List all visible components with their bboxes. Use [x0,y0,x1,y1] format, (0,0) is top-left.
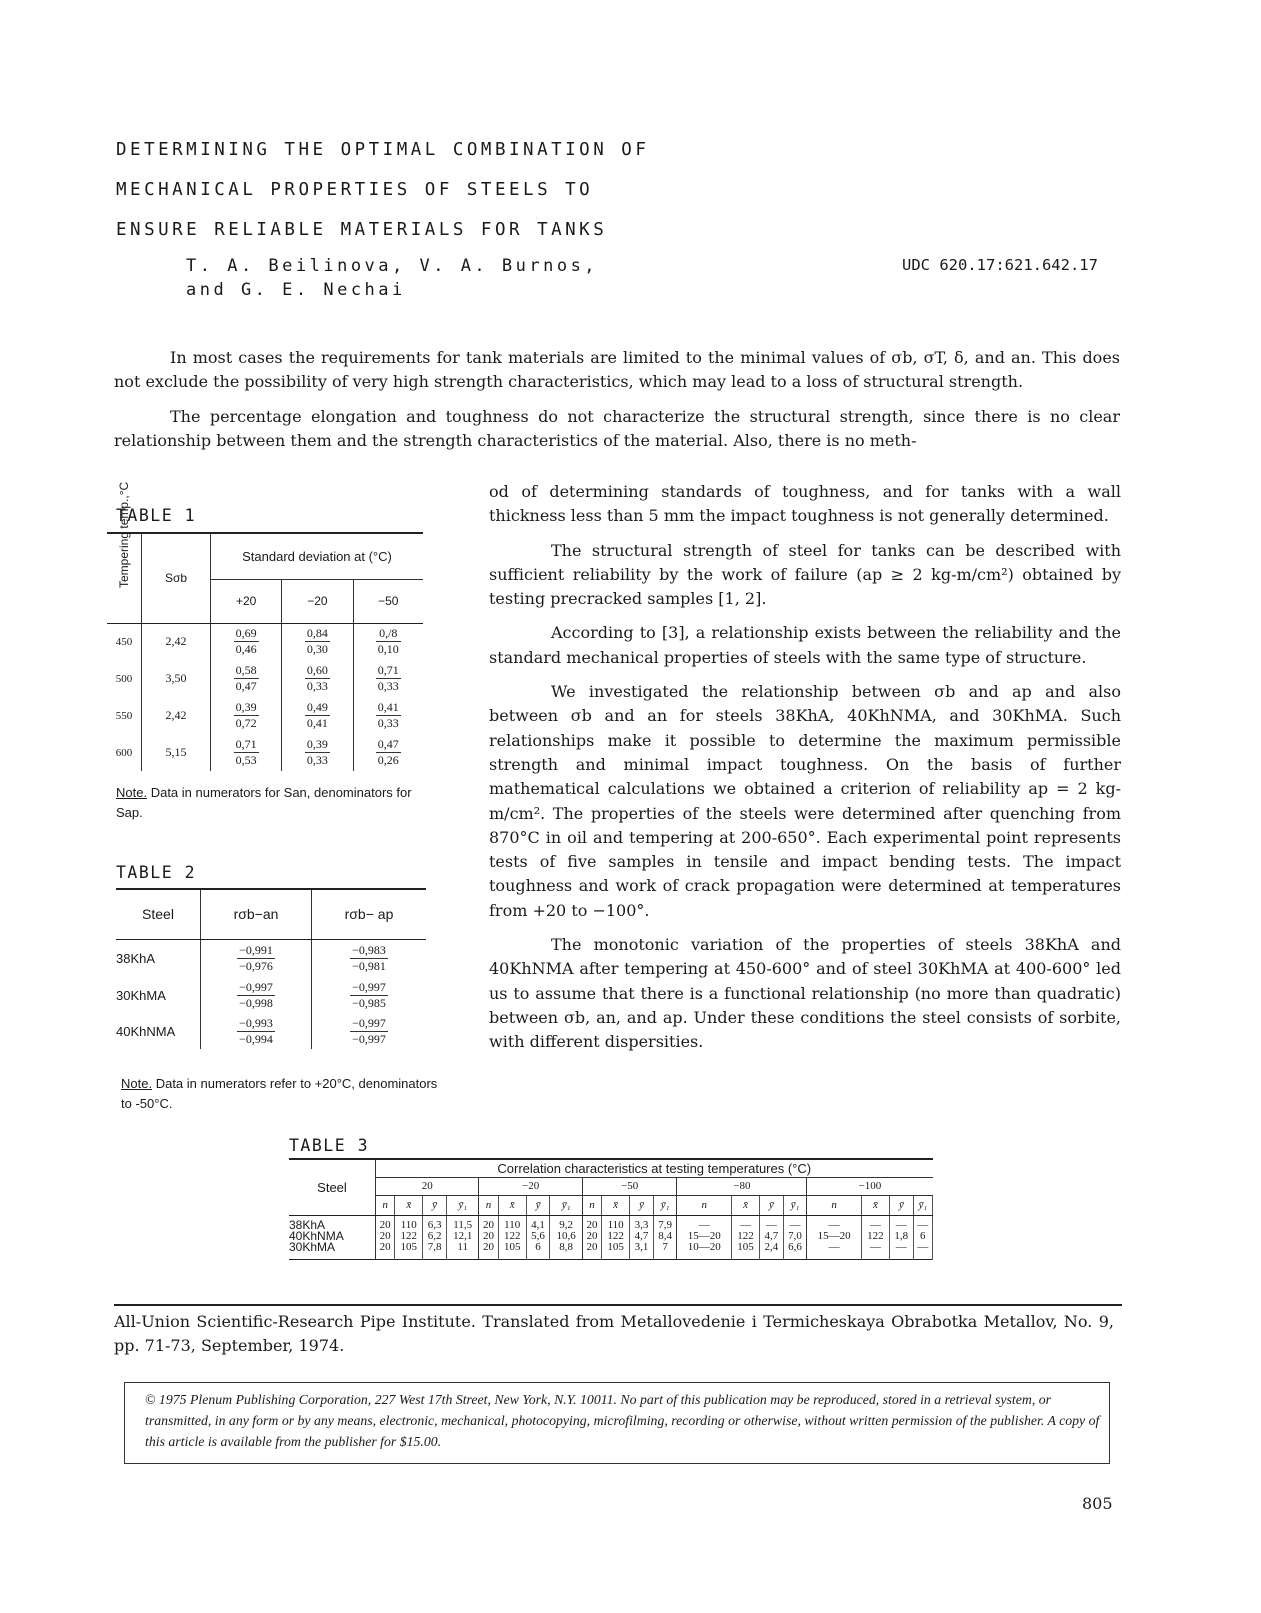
numerator: −0,993 [239,1015,273,1030]
numerator: −0,997 [352,979,386,994]
table2-header: rσb− ap [312,889,427,939]
table3-value: 10—20 [687,1240,721,1253]
table3-steel: 38KhA [289,1217,326,1232]
table3-temp-header: −20 [479,1177,582,1195]
table3-value: 7 [662,1240,668,1253]
table1-s: 2,42 [142,697,211,734]
table-row [116,1013,426,1049]
table3-value: 20 [379,1240,391,1253]
denominator: 0,41 [306,716,328,730]
denominator: −0,997 [352,1031,386,1046]
table3-subheader: ȳ₁ [653,1195,677,1215]
paragraph: According to [3], a relationship exists between the reliability and the standard mechanical properties of steels with the same type of structure. [489,623,1121,667]
table3-value: 6,2 [427,1229,442,1242]
paragraph: od of determining standards of toughness, and for tanks with a wall thickness less than 5 mm the impact toughness is not generally determined. [489,482,1121,526]
denominator: 0,53 [235,753,257,767]
table3-value: 122 [867,1229,884,1242]
table3-subheader: ȳ [630,1195,654,1215]
table3 [289,1158,933,1260]
table3-subheader: ȳ₁ [550,1195,582,1215]
table3-value: 5,6 [531,1229,545,1242]
footer-divider [114,1304,1122,1306]
authors-line: and G. E. Nechai [186,280,406,300]
table3-value: 20 [586,1229,598,1242]
table3-cell [889,1215,913,1259]
table3-subheader: x̄ [602,1195,630,1215]
table3-subheader: n [677,1195,732,1215]
denominator: 0,72 [235,716,257,730]
table3-value: 4,7 [634,1229,649,1242]
table3-value: 20 [379,1229,391,1242]
table1-s: 3,50 [142,660,211,697]
table3-value: 2,4 [764,1240,779,1253]
denominator: 0,46 [235,642,257,657]
table3-cell [602,1215,630,1259]
table3-value: 110 [400,1218,417,1231]
table1-temp-header: Tempering temp.,°C [117,482,131,589]
table3-subheader: ȳ₁ [446,1195,478,1215]
table3-label: TABLE 3 [289,1136,370,1155]
table3-steel: 30KhMA [289,1239,336,1254]
table3-subheader: n [582,1195,601,1215]
table-row [107,660,423,697]
copyright-notice [124,1382,1110,1464]
table3-cell [807,1215,862,1259]
numerator: 0,/8 [376,626,401,642]
article-title [116,130,649,250]
note-text: Data in numerators refer to +20°C, denominators to -50°C. [121,1076,438,1111]
table1-group-header: Standard deviation at (°C) [211,533,424,579]
table3-value: 122 [400,1229,418,1242]
paragraph: The monotonic variation of the properties of steels 38KhA and 40KhNMA after tempering at 450-600° and of steel 30KhMA at 400-600° led us to assume that there is a functional relationship (no more than quadratic) between σb, an, and ap. Under these conditions the steel consists of sorbite, with different dispersities. [489,935,1121,1052]
table3-subheader: ȳ [760,1195,784,1215]
numerator: 0,71 [235,737,257,751]
denominator: 0,47 [235,679,257,693]
table3-subheader: ȳ [526,1195,550,1215]
denominator: −0,994 [239,1031,273,1046]
table3-cell [760,1215,784,1259]
table3-value: — [869,1218,881,1231]
authors-line: T. A. Beilinova, V. A. Burnos, [186,256,599,276]
table3-value: 7,0 [788,1229,802,1242]
table3-temp-header: −80 [677,1177,807,1195]
table3-group-header: Correlation characteristics at testing temperatures (°C) [376,1159,933,1177]
table3-subheader: n [479,1195,498,1215]
table2-label: TABLE 2 [116,863,197,882]
table3-value: 11 [457,1240,468,1253]
udc-code: UDC 620.17:621.642.17 [902,256,1098,274]
table3-value: 8,4 [658,1229,672,1242]
table3-value: — [895,1240,907,1253]
table3-value: 6 [920,1229,926,1242]
table3-value: 6,3 [427,1218,442,1231]
table3-subheader: x̄ [498,1195,526,1215]
table3-value: — [698,1218,710,1231]
table3-cell [526,1215,550,1259]
denominator: −0,985 [352,995,386,1010]
table3-value: 15—20 [817,1229,851,1242]
table3-cell [653,1215,677,1259]
table2-note [121,1074,441,1114]
table3-value: 11,5 [453,1218,473,1231]
table3-cell [395,1215,423,1259]
numerator: 0,58 [235,663,257,677]
table3-value: 6,6 [788,1240,802,1253]
table3-value: 8,8 [559,1240,573,1253]
table2-header: rσb−an [201,889,312,939]
denominator: 0,33 [377,679,399,693]
authors [186,254,598,302]
table1-s: 5,15 [142,734,211,771]
table3-value: 122 [737,1229,754,1242]
table1-s: 2,42 [142,623,211,660]
table3-temp-header: −50 [582,1177,677,1195]
denominator: −0,998 [239,995,273,1010]
note-label: Note. [121,1076,153,1091]
table3-value: — [789,1218,801,1231]
table3-value: 20 [483,1218,495,1231]
table3-value: 3,3 [634,1218,649,1231]
numerator: 0,49 [306,700,328,714]
table3-temp-header: 20 [376,1177,479,1195]
paragraph: The structural strength of steel for tanks can be described with sufficient reliability by the work of failure (ap ≥ 2 kg-m/cm²) obtained by testing precracked samples [1, 2]. [489,540,1121,609]
numerator: 0,39 [235,700,257,714]
table1-subheader: +20 [211,579,282,623]
intro-text [114,346,1120,453]
table3-cell [376,1215,395,1259]
table-row [107,734,423,771]
note-text: Data in numerators for San, denominators for Sap. [116,785,412,820]
table3-cell [861,1215,889,1259]
paragraph: In most cases the requirements for tank materials are limited to the minimal values of σb, σT, δ, and an. This does not exclude the possibility of very high strength characteristics, which may lead to a loss of structural strength. [114,348,1120,392]
table3-cell [479,1215,498,1259]
numerator: 0,60 [306,663,328,677]
table1-temp: 500 [107,660,142,697]
table3-value: 122 [607,1229,624,1242]
table3-value: 4,7 [764,1229,779,1242]
denominator: 0,33 [377,716,399,730]
table3-subheader: ȳ₁ [783,1195,807,1215]
table2 [116,888,426,1049]
table3-value: 7,9 [658,1218,672,1231]
table3-value: 4,1 [531,1218,545,1231]
numerator: −0,991 [239,942,273,957]
table3-value: 12,1 [453,1229,473,1242]
table3-value: 20 [483,1240,495,1253]
table3-value: 6 [535,1240,541,1253]
numerator: 0,39 [306,737,328,751]
table-row [116,977,426,1013]
table3-cell [783,1215,807,1259]
table3-cell [677,1215,732,1259]
denominator: −0,976 [239,958,273,973]
table3-temp-header: −100 [807,1177,933,1195]
table3-value: — [917,1240,929,1253]
table3-value: — [828,1240,840,1253]
table3-steel: 40KhNMA [289,1228,344,1243]
note-label: Note. [116,785,148,800]
table3-steel-names [289,1215,376,1259]
table3-cell [582,1215,601,1259]
table1-temp: 600 [107,734,142,771]
title-line: MECHANICAL PROPERTIES OF STEELS TO [116,180,594,200]
table3-value: — [869,1240,881,1253]
denominator: 0,33 [306,753,328,767]
numerator: 0,84 [306,626,328,641]
table1-label: TABLE 1 [116,506,197,525]
table-row [107,697,423,734]
table2-steel: 40KhNMA [116,1013,201,1049]
table3-cell [630,1215,654,1259]
table1-subheader: −20 [282,579,353,623]
table3-value: 105 [737,1240,754,1253]
table1-subheader: −50 [353,579,423,623]
table1-note [116,783,436,823]
table3-value: 20 [586,1218,598,1231]
table3-subheader: n [807,1195,862,1215]
table2-steel: 38KhA [116,939,201,977]
table-row [289,1215,933,1259]
title-line: DETERMINING THE OPTIMAL COMBINATION OF [116,140,650,160]
page-number: 805 [1082,1494,1113,1513]
title-line: ENSURE RELIABLE MATERIALS FOR TANKS [116,220,608,240]
table3-value: 3,1 [634,1240,649,1253]
table3-value: 20 [483,1229,495,1242]
table3-subheader: x̄ [731,1195,759,1215]
table3-value: 1,8 [894,1229,909,1242]
table3-cell [913,1215,932,1259]
table1-temp: 550 [107,697,142,734]
paragraph: We investigated the relationship between σb and ap and also between σb and an for steels 38KhA, 40KhNMA, and 30KhMA. Such relationships make it possible to determine the maximum permissible strength and minimal impact toughness. On the basis of further mathematical calculations we obtained a criterion of reliability ap = 2 kg-m/cm². The properties of the steels were determined after quenching from 870°C in oil and tempering at 200-650°. Each experimental point represents tests of five samples in tensile and impact bending tests. The impact toughness and work of crack propagation were determined at temperatures from +20 to −100°. [489,682,1121,920]
table3-value: — [740,1218,752,1231]
table3-value: 15—20 [687,1229,721,1242]
denominator: 0,30 [306,642,328,657]
table3-value: 105 [503,1240,521,1253]
table3-cell [423,1215,447,1259]
table3-subheader: ȳ [423,1195,447,1215]
table1-temp: 450 [107,623,142,660]
table3-value: 105 [607,1240,624,1253]
denominator: 0,10 [377,642,399,657]
table3-value: 105 [400,1240,418,1253]
table-row [107,623,423,660]
table3-value: — [828,1218,840,1231]
table3-cell [731,1215,759,1259]
table1-s-header: Sσb [142,533,211,623]
table3-subheader: n [376,1195,395,1215]
affiliation: All-Union Scientific-Research Pipe Institute. Translated from Metallovedenie i Termicheskaya Obrabotka Metallov, No. 9, pp. 71-73, September, 1974. [114,1312,1114,1355]
table3-value: 20 [379,1218,391,1231]
denominator: −0,981 [352,958,386,973]
table3-value: 10,6 [556,1229,576,1242]
table3-value: 110 [607,1218,624,1231]
table3-steel-header: Steel [289,1159,376,1215]
table3-cell [446,1215,478,1259]
table3-value: 110 [504,1218,521,1231]
table3-value: 9,2 [559,1218,573,1231]
table2-header: Steel [116,889,201,939]
table2-steel: 30KhMA [116,977,201,1013]
table-row [116,939,426,977]
numerator: −0,997 [239,979,273,994]
numerator: 0,41 [377,700,399,714]
numerator: −0,983 [352,942,386,957]
right-column-text [489,480,1121,1055]
table3-value: 20 [586,1240,598,1253]
paragraph: The percentage elongation and toughness do not characterize the structural strength, since there is no clear relationship between them and the strength characteristics of the material. Also, there is no meth- [114,406,1120,450]
table3-value: 7,8 [427,1240,442,1253]
numerator: 0,71 [377,663,399,677]
numerator: −0,997 [352,1015,386,1030]
copyright-text: © 1975 Plenum Publishing Corporation, 227 West 17th Street, New York, N.Y. 10011. No part of this publication may be reproduced, stored in a retrieval system, or transmitted, in any form or by any means, electronic, mechanical, photocopying, microfilming, recording or otherwise, without written permission of the publisher. A copy of this article is available from the publisher for $15.00. [145,1392,1100,1449]
table3-value: — [895,1218,907,1231]
table3-subheader: ȳ₁ [913,1195,932,1215]
table3-value: — [917,1218,929,1231]
table3-cell [550,1215,582,1259]
denominator: 0,26 [377,753,399,767]
table3-subheader: x̄ [861,1195,889,1215]
table3-cell [498,1215,526,1259]
table3-value: 122 [503,1229,521,1242]
denominator: 0,33 [306,679,328,693]
table3-subheader: ȳ [889,1195,913,1215]
numerator: 0,47 [377,737,399,751]
table3-value: — [765,1218,777,1231]
table3-subheader: x̄ [395,1195,423,1215]
numerator: 0,69 [235,626,257,641]
